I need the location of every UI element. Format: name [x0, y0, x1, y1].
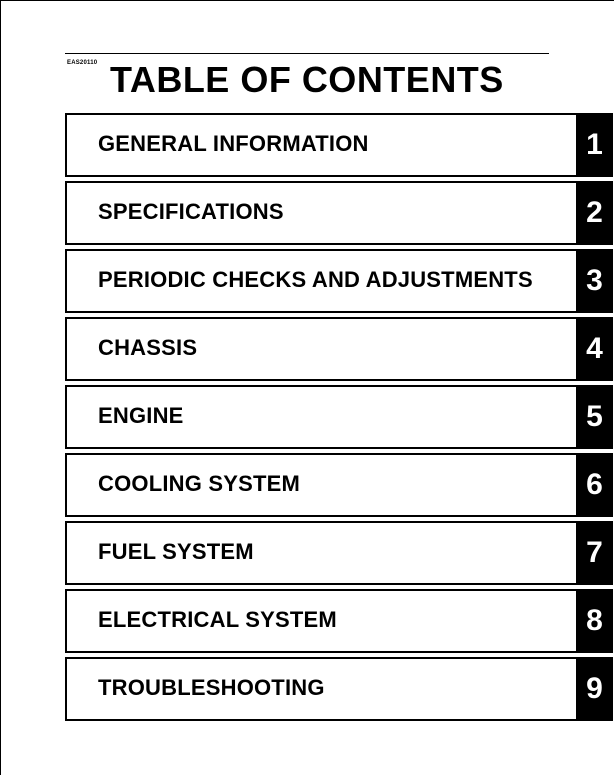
chapter-tab[interactable]: 5 [576, 385, 613, 449]
header-rule [65, 53, 549, 54]
toc-entry-label[interactable]: FUEL SYSTEM [98, 539, 254, 564]
chapter-tab[interactable]: 1 [576, 113, 613, 177]
toc-entry-label[interactable]: ENGINE [98, 403, 184, 428]
toc-entry-periodic-checks[interactable] [65, 249, 613, 313]
toc-entry-cooling-system[interactable] [65, 453, 613, 517]
chapter-tab[interactable]: 2 [576, 181, 613, 245]
toc-entry-electrical-system[interactable] [65, 589, 613, 653]
chapter-tab[interactable]: 4 [576, 317, 613, 381]
toc-entry-label[interactable]: TROUBLESHOOTING [98, 675, 325, 700]
table-of-contents [65, 113, 613, 725]
chapter-tab[interactable]: 6 [576, 453, 613, 517]
page-border-left [0, 0, 1, 775]
page-border-top [0, 0, 614, 1]
toc-entry-label[interactable]: SPECIFICATIONS [98, 199, 284, 224]
toc-entry-general-information[interactable] [65, 113, 613, 177]
toc-entry-specifications[interactable] [65, 181, 613, 245]
chapter-tab[interactable]: 3 [576, 249, 613, 313]
chapter-tab[interactable]: 8 [576, 589, 613, 653]
toc-entry-fuel-system[interactable] [65, 521, 613, 585]
chapter-tab[interactable]: 9 [576, 657, 613, 721]
toc-entry-label[interactable]: ELECTRICAL SYSTEM [98, 607, 337, 632]
toc-entry-chassis[interactable] [65, 317, 613, 381]
toc-entry-label[interactable]: GENERAL INFORMATION [98, 131, 369, 156]
toc-entry-label[interactable]: PERIODIC CHECKS AND ADJUSTMENTS [98, 267, 533, 292]
toc-entry-engine[interactable] [65, 385, 613, 449]
toc-entry-troubleshooting[interactable] [65, 657, 613, 721]
chapter-tab[interactable]: 7 [576, 521, 613, 585]
section-code: EAS20110 [67, 60, 98, 66]
page-title: TABLE OF CONTENTS [110, 59, 504, 100]
toc-entry-label[interactable]: CHASSIS [98, 335, 198, 360]
toc-entry-label[interactable]: COOLING SYSTEM [98, 471, 301, 496]
